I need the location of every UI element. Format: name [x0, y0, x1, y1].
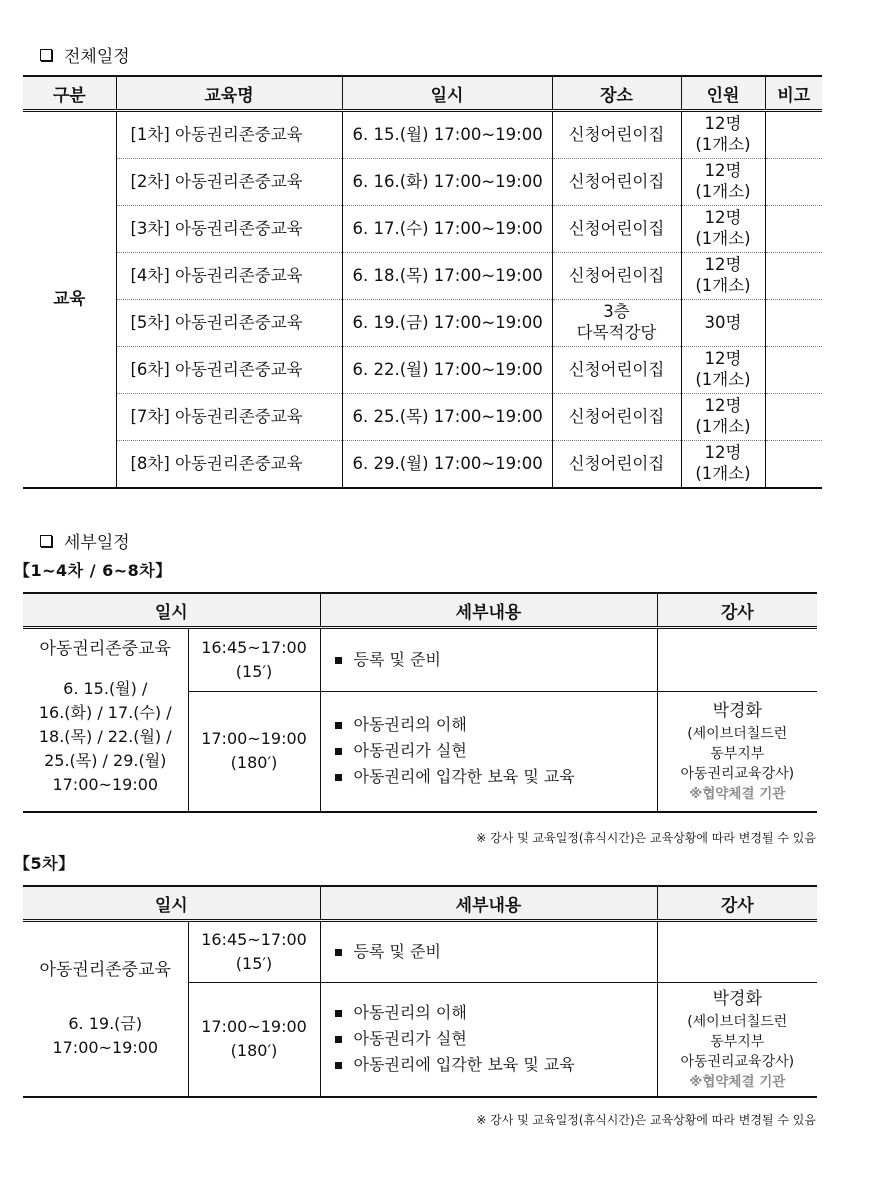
count-cell: 12명 (1개소)	[681, 111, 765, 159]
count-cell: 12명 (1개소)	[681, 159, 765, 206]
course-title: 아동권리존중교육	[39, 960, 171, 980]
overview-header-row	[23, 76, 822, 111]
header-content: 세부내용	[320, 886, 657, 921]
place-cell: 신청어린이집	[552, 253, 681, 300]
slot2-list	[335, 1000, 657, 1078]
instructor-name: 박경화	[712, 700, 762, 721]
instructor-org: (세이브더칠드런	[687, 1014, 788, 1030]
instructor-branch: 동부지부	[710, 746, 765, 762]
detail-header-row	[23, 593, 817, 628]
course-title: 아동권리존중교육	[39, 639, 171, 659]
list-item: 아동권리가 실현	[335, 1026, 657, 1052]
checkbox-square-icon	[40, 49, 52, 61]
square-bullet-icon	[335, 774, 342, 781]
header-content: 세부내용	[320, 593, 657, 628]
detail1-footnote: ※ 강사 및 교육일정(휴식시간)은 교육상황에 따라 변경될 수 있음	[476, 831, 816, 845]
place-cell: 신청어린이집	[552, 394, 681, 441]
remarks-cell	[765, 347, 822, 394]
course-name-cell: [6차] 아동권리존중교육	[116, 347, 342, 394]
instructor-note: ※협약체결 기관	[689, 786, 786, 802]
header-place: 장소	[552, 76, 681, 111]
slot1-content	[320, 628, 657, 692]
schedule-dates: 6. 19.(금) 17:00~19:00	[52, 1013, 159, 1057]
slot2-time: 17:00~19:00 (180′)	[188, 692, 320, 812]
course-name-cell: [2차] 아동권리존중교육	[116, 159, 342, 206]
slot2-time: 17:00~19:00 (180′)	[188, 983, 320, 1097]
list-item: 아동권리에 입각한 보육 및 교육	[335, 764, 657, 790]
schedule-dates: 6. 15.(월) / 16.(화) / 17.(수) / 18.(목) / 22.(월) / 25.(목) / 29.(월) 17:00~19:00	[38, 678, 172, 794]
detail2-label: 【5차】	[14, 854, 75, 873]
count-cell: 12명 (1개소)	[681, 253, 765, 300]
schedule-cell	[23, 921, 188, 1097]
square-bullet-icon	[335, 1010, 342, 1017]
slot1-list	[335, 939, 657, 965]
remarks-cell	[765, 206, 822, 253]
datetime-cell: 6. 17.(수) 17:00~19:00	[342, 206, 552, 253]
table-row	[23, 159, 822, 206]
list-item: 아동권리에 입각한 보육 및 교육	[335, 1052, 657, 1078]
datetime-cell: 6. 29.(월) 17:00~19:00	[342, 441, 552, 489]
list-item: 아동권리가 실현	[335, 738, 657, 764]
count-cell: 12명 (1개소)	[681, 441, 765, 489]
count-cell: 12명 (1개소)	[681, 206, 765, 253]
instructor-role: 아동권리교육강사)	[680, 1054, 795, 1070]
list-item: 아동권리의 이해	[335, 712, 657, 738]
datetime-cell: 6. 15.(월) 17:00~19:00	[342, 111, 552, 159]
count-cell: 30명	[681, 300, 765, 347]
table-row	[23, 347, 822, 394]
slot1-time: 16:45~17:00 (15′)	[188, 921, 320, 983]
detail-heading	[40, 528, 130, 553]
overview-table	[23, 75, 822, 489]
overview-heading	[40, 42, 130, 67]
table-row	[23, 394, 822, 441]
instructor-cell	[657, 983, 817, 1097]
square-bullet-icon	[335, 1036, 342, 1043]
slot2-content	[320, 692, 657, 812]
list-item: 등록 및 준비	[335, 939, 657, 965]
header-datetime: 일시	[342, 76, 552, 111]
square-bullet-icon	[335, 949, 342, 956]
header-instructor: 강사	[657, 886, 817, 921]
place-cell: 신청어린이집	[552, 347, 681, 394]
table-row	[23, 253, 822, 300]
remarks-cell	[765, 159, 822, 206]
header-instructor: 강사	[657, 593, 817, 628]
table-row	[23, 111, 822, 159]
header-count: 인원	[681, 76, 765, 111]
square-bullet-icon	[335, 748, 342, 755]
course-name-cell: [1차] 아동권리존중교육	[116, 111, 342, 159]
instructor-cell	[657, 692, 817, 812]
instructor-role: 아동권리교육강사)	[680, 766, 795, 782]
detail-heading-text: 세부일정	[64, 533, 130, 553]
remarks-cell	[765, 111, 822, 159]
place-cell: 신청어린이집	[552, 206, 681, 253]
course-name-cell: [5차] 아동권리존중교육	[116, 300, 342, 347]
remarks-cell	[765, 441, 822, 489]
remarks-cell	[765, 300, 822, 347]
datetime-cell: 6. 16.(화) 17:00~19:00	[342, 159, 552, 206]
slot1-list	[335, 647, 657, 673]
course-name-cell: [3차] 아동권리존중교육	[116, 206, 342, 253]
detail-header-row	[23, 886, 817, 921]
place-cell: 신청어린이집	[552, 111, 681, 159]
slot2-content	[320, 983, 657, 1097]
overview-heading-text: 전체일정	[64, 47, 130, 67]
instructor-org: (세이브더칠드런	[687, 726, 788, 742]
slot1-content	[320, 921, 657, 983]
category-cell: 교육	[53, 289, 86, 309]
place-cell: 신청어린이집	[552, 441, 681, 489]
square-bullet-icon	[335, 1062, 342, 1069]
datetime-cell: 6. 25.(목) 17:00~19:00	[342, 394, 552, 441]
place-cell: 3층 다목적강당	[552, 300, 681, 347]
square-bullet-icon	[335, 722, 342, 729]
table-row	[23, 300, 822, 347]
count-cell: 12명 (1개소)	[681, 394, 765, 441]
remarks-cell	[765, 394, 822, 441]
slot1-time: 16:45~17:00 (15′)	[188, 628, 320, 692]
header-course-name: 교육명	[116, 76, 342, 111]
list-item: 등록 및 준비	[335, 647, 657, 673]
detail-table-1	[23, 592, 817, 813]
header-category: 구분	[23, 76, 116, 111]
slot2-list	[335, 712, 657, 790]
course-name-cell: [7차] 아동권리존중교육	[116, 394, 342, 441]
datetime-cell: 6. 18.(목) 17:00~19:00	[342, 253, 552, 300]
slot1-instructor	[657, 921, 817, 983]
count-cell: 12명 (1개소)	[681, 347, 765, 394]
place-cell: 신청어린이집	[552, 159, 681, 206]
remarks-cell	[765, 253, 822, 300]
checkbox-square-icon	[40, 535, 52, 547]
detail2-footnote: ※ 강사 및 교육일정(휴식시간)은 교육상황에 따라 변경될 수 있음	[476, 1113, 816, 1127]
table-row	[23, 206, 822, 253]
datetime-cell: 6. 19.(금) 17:00~19:00	[342, 300, 552, 347]
list-item: 아동권리의 이해	[335, 1000, 657, 1026]
course-name-cell: [8차] 아동권리존중교육	[116, 441, 342, 489]
detail-table-2	[23, 885, 817, 1098]
course-name-cell: [4차] 아동권리존중교육	[116, 253, 342, 300]
detail1-label: 【1~4차 / 6~8차】	[14, 561, 172, 580]
square-bullet-icon	[335, 657, 342, 664]
header-schedule: 일시	[23, 593, 320, 628]
instructor-branch: 동부지부	[710, 1034, 765, 1050]
header-remarks: 비고	[765, 76, 822, 111]
table-row	[23, 441, 822, 489]
datetime-cell: 6. 22.(월) 17:00~19:00	[342, 347, 552, 394]
instructor-note: ※협약체결 기관	[689, 1074, 786, 1090]
schedule-cell	[23, 628, 188, 812]
header-schedule: 일시	[23, 886, 320, 921]
instructor-name: 박경화	[712, 988, 762, 1009]
slot1-instructor	[657, 628, 817, 692]
